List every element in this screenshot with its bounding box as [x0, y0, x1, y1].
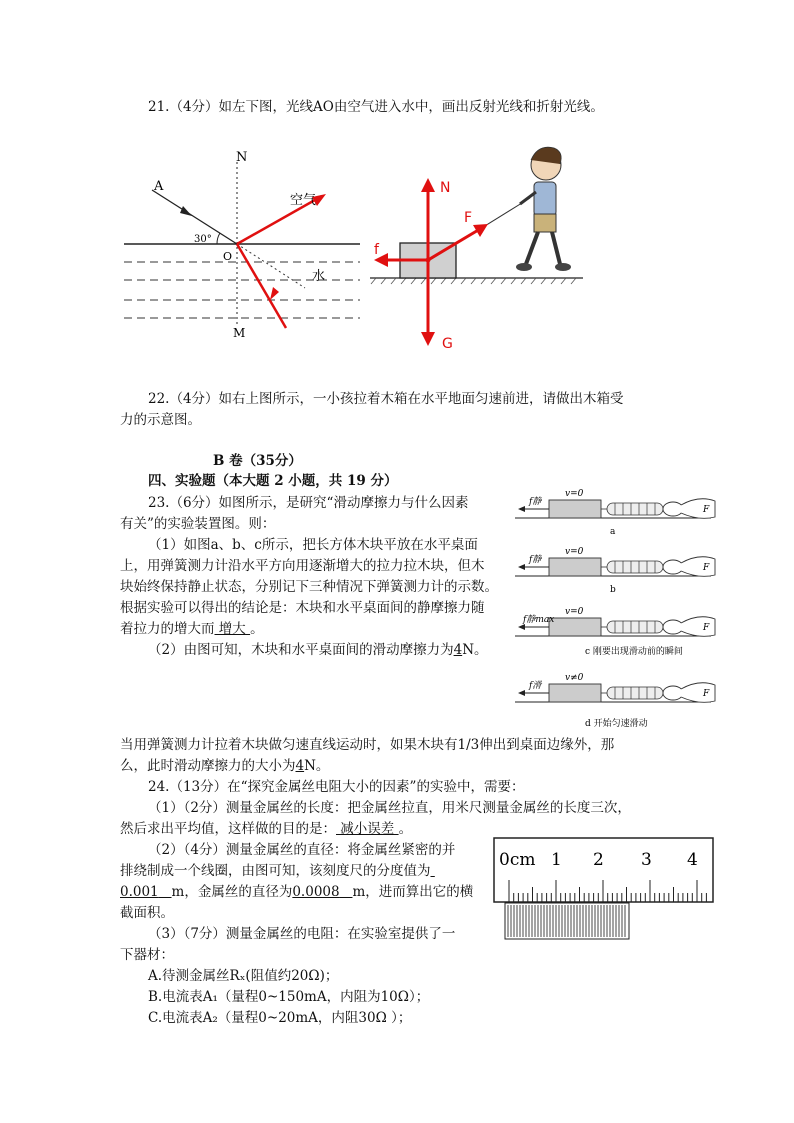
- q24-item-b: B.电流表A₁（量程0~150mA，内阻为10Ω）；: [148, 989, 430, 1005]
- panel-c-caption: c 刚要出现滑动前的瞬间: [585, 647, 683, 657]
- q24-line2: （1）（2分）测量金属丝的长度：把金属丝拉直，用米尺测量金属丝的长度三次，: [148, 800, 631, 816]
- q24-item-a: A.待测金属丝Rₓ(阻值约20Ω)；: [148, 968, 339, 984]
- q21-text: 21.（4分）如左下图，光线AO由空气进入水中，画出反射光线和折射光线。: [148, 99, 604, 115]
- refraction-figure: [120, 140, 375, 350]
- ruler-figure: [493, 837, 715, 941]
- q24-line7: 截面积。: [120, 905, 174, 921]
- ruler-2: 2: [593, 850, 604, 870]
- fig-air-label: 空气: [290, 193, 317, 208]
- panel-c-F: F: [703, 623, 710, 633]
- force-n-label: N: [440, 180, 451, 196]
- answer-division: 0.001: [120, 884, 159, 900]
- ruler-1: 1: [551, 850, 562, 870]
- force-figure: [368, 140, 608, 358]
- panel-d-v: v≠0: [565, 673, 584, 683]
- q23-line10: 么，此时滑动摩擦力的大小为4N。: [120, 758, 330, 774]
- fig-angle-label: 30°: [194, 234, 212, 245]
- answer-increase: 增大: [214, 621, 251, 637]
- fig-o-label: O: [223, 250, 233, 263]
- fig-n-label: N: [236, 150, 248, 165]
- q23-line8: （2）由图可知，木块和水平桌面间的滑动摩擦力为4N。: [148, 642, 488, 658]
- ruler-4: 4: [687, 850, 698, 870]
- answer-reduce-error: 减小误差: [336, 821, 399, 837]
- panel-d-caption: d 开始匀速滑动: [585, 719, 648, 729]
- q24-line9: 下器材：: [120, 947, 174, 963]
- panel-b-f: f静: [529, 555, 542, 565]
- q24-line6: 0.001 m，金属丝的直径为0.0008 m，进而算出它的横: [120, 884, 474, 900]
- panel-b-F: F: [703, 563, 710, 573]
- q23-line4: 上，用弹簧测力计沿水平方向用逐渐增大的拉力拉木块，但木: [120, 558, 485, 574]
- panel-b-caption: b: [610, 585, 616, 595]
- fig-a-label: A: [154, 179, 164, 194]
- panel-c-f: f静max: [523, 615, 555, 625]
- q23-line7: 着拉力的增大而 增大 。: [120, 621, 264, 637]
- q24-line5: 排绕制成一个线圈，由图可知，该刻度尺的分度值为: [120, 863, 431, 879]
- q23-line6: 根据实验可以得出的结论是：木块和水平桌面间的静摩擦力随: [120, 600, 485, 616]
- panel-d-f: f滑: [529, 681, 542, 691]
- force-F-label: F: [464, 210, 473, 226]
- child-illustration: [516, 147, 571, 271]
- q23-line9: 当用弹簧测力计拉着木块做匀速直线运动时，如果木块有1/3伸出到桌面边缘外，那: [120, 737, 615, 753]
- q24-line3: 然后求出平均值，这样做的目的是： 减小误差 。: [120, 821, 413, 837]
- q24-line8: （3）（7分）测量金属丝的电阻：在实验室提供了一: [148, 926, 456, 942]
- panel-b-v: v=0: [565, 547, 584, 557]
- q22-line2: 力的示意图。: [120, 412, 201, 428]
- q23-line5: 块始终保持静止状态，分别记下三种情况下弹簧测力计的示数。: [120, 579, 498, 595]
- answer-diameter: 0.0008: [292, 884, 340, 900]
- panel-d-F: F: [703, 689, 710, 699]
- force-f-label: f: [374, 242, 379, 258]
- panel-a-caption: a: [610, 527, 616, 537]
- force-G-label: G: [442, 336, 453, 352]
- panel-a-F: F: [703, 505, 710, 515]
- ruler-3: 3: [641, 850, 652, 870]
- q24-item-c: C.电流表A₂（量程0~20mA，内阻30Ω ）；: [148, 1010, 412, 1026]
- q23-line1: 23.（6分）如图所示，是研究“滑动摩擦力与什么因素: [148, 495, 469, 511]
- q23-line3: （1）如图a、b、c所示，把长方体木块平放在水平桌面: [148, 537, 478, 553]
- section-b-heading: B 卷（35分）: [213, 453, 302, 469]
- panel-a-f: f静: [529, 497, 542, 507]
- panel-c-v: v=0: [565, 607, 584, 617]
- q24-line4: （2）（4分）测量金属丝的直径：将金属丝紧密的并: [148, 842, 456, 858]
- panel-a-v: v=0: [565, 489, 584, 499]
- answer-friction-2: 4: [295, 758, 305, 774]
- fig-m-label: M: [233, 326, 246, 340]
- q22-line1: 22.（4分）如右上图所示，一小孩拉着木箱在水平地面匀速前进，请做出木箱受: [148, 391, 624, 407]
- q23-line2: 有关”的实验装置图。则：: [120, 516, 276, 532]
- section-4-heading: 四、实验题（本大题 2 小题，共 19 分）: [148, 473, 398, 489]
- fig-water-label: 水: [312, 269, 326, 284]
- answer-friction-1: 4: [453, 642, 463, 658]
- friction-figure: [515, 484, 720, 736]
- q24-line1: 24.（13分）在“探究金属丝电阻大小的因素”的实验中，需要：: [148, 779, 525, 795]
- ruler-0cm: 0cm: [499, 850, 536, 870]
